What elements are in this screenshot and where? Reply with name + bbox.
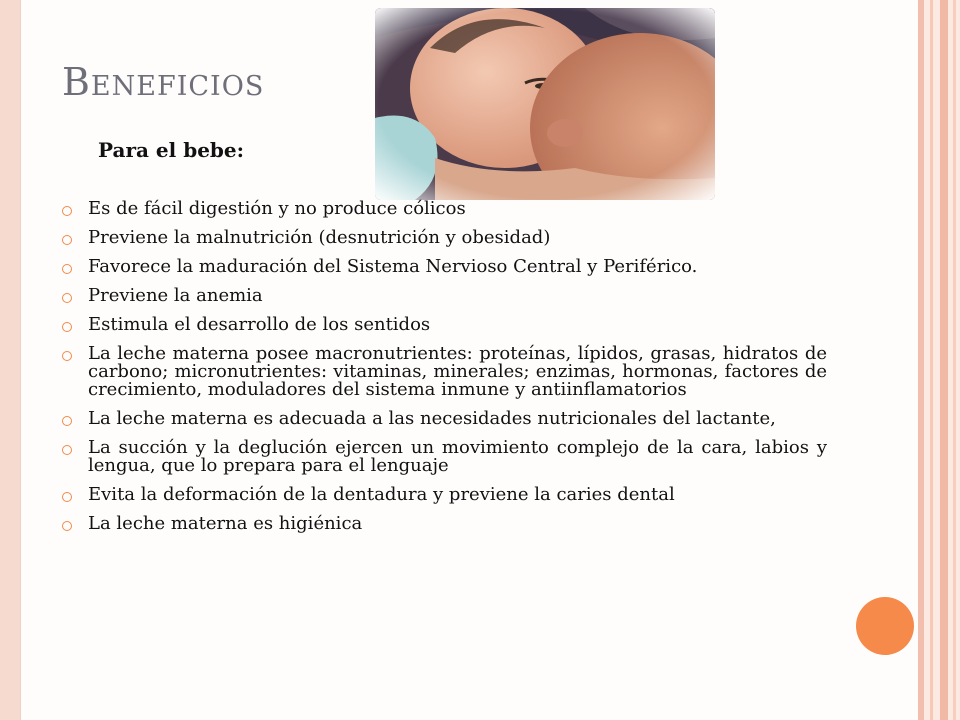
bullet-circle-icon xyxy=(62,521,72,531)
list-item: Favorece la maduración del Sistema Nervioso Central y Periférico. xyxy=(62,258,827,276)
list-item: Previene la malnutrición (desnutrición y obesidad) xyxy=(62,229,827,247)
baby-photo xyxy=(375,8,715,200)
list-item: La succión y la deglución ejercen un movimiento complejo de la cara, labios y lengua, que lo prepara para el lenguaje xyxy=(62,439,827,475)
list-item: Es de fácil digestión y no produce cólicos xyxy=(62,200,827,218)
list-item: Estimula el desarrollo de los sentidos xyxy=(62,316,827,334)
decorative-orange-circle xyxy=(856,597,914,655)
list-item: La leche materna es adecuada a las necesidades nutricionales del lactante, xyxy=(62,410,827,428)
right-stripe xyxy=(953,0,956,720)
list-item: La leche materna es higiénica xyxy=(62,515,827,533)
bullet-circle-icon xyxy=(62,351,72,361)
slide-title: Beneficios xyxy=(62,60,265,104)
list-item: La leche materna posee macronutrientes: proteínas, lípidos, grasas, hidratos de carbono; micronutrientes: vitaminas, minerales; enzimas, hormonas, factores de crecimiento, moduladores del sistema inmune y antiinflamatorios xyxy=(62,345,827,399)
bullet-circle-icon xyxy=(62,235,72,245)
right-stripe xyxy=(930,0,933,720)
left-border-line xyxy=(20,0,21,720)
bullet-circle-icon xyxy=(62,206,72,216)
bullet-circle-icon xyxy=(62,322,72,332)
slide-subtitle: Para el bebe: xyxy=(98,138,245,162)
right-stripe xyxy=(940,0,948,720)
bullet-circle-icon xyxy=(62,264,72,274)
bullet-circle-icon xyxy=(62,492,72,502)
benefits-list xyxy=(62,200,827,544)
list-item: Previene la anemia xyxy=(62,287,827,305)
bullet-circle-icon xyxy=(62,416,72,426)
bullet-circle-icon xyxy=(62,445,72,455)
right-stripe xyxy=(918,0,924,720)
left-border xyxy=(0,0,20,720)
bullet-circle-icon xyxy=(62,293,72,303)
list-item: Evita la deformación de la dentadura y previene la caries dental xyxy=(62,486,827,504)
